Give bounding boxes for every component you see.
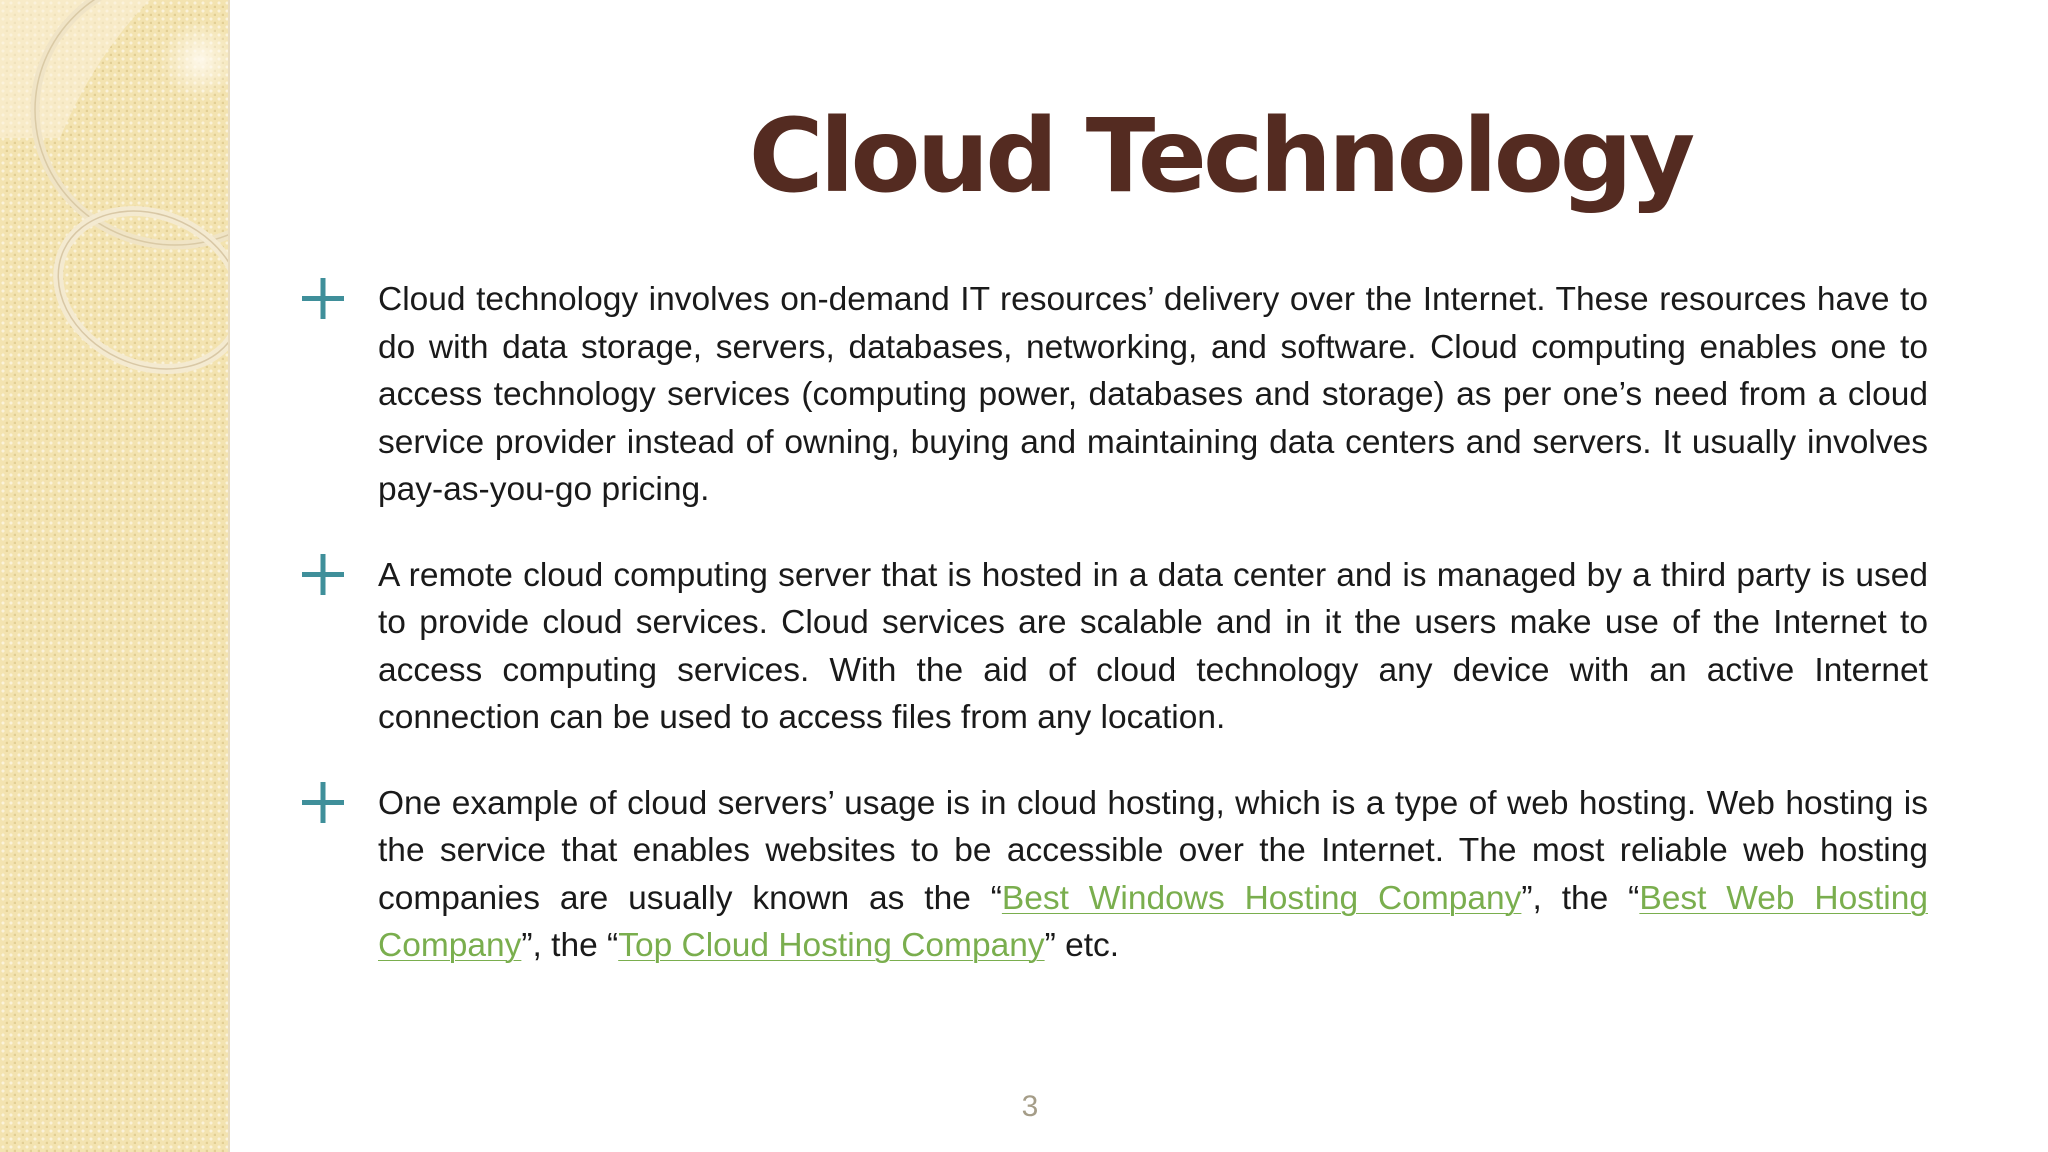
link-top-cloud-hosting-company[interactable]: Top Cloud Hosting Company: [618, 927, 1045, 964]
plus-icon: [302, 552, 344, 600]
decorative-side-panel: [0, 0, 230, 1152]
plus-icon: [302, 276, 344, 324]
bullet-item: [302, 552, 1928, 742]
bullet-list: [302, 276, 1928, 1008]
text-segment: ” etc.: [1044, 927, 1120, 964]
plus-icon: [302, 780, 344, 828]
bullet-item: [302, 276, 1928, 514]
bullet-text: [378, 780, 1928, 970]
bullet-text: A remote cloud computing server that is hosted in a data center and is managed by a third party is used to provide cloud services. Cloud services are scalable and in it the users make use of the Internet to access computing services. With the aid of cloud technology any device with an active Internet connection can be used to access files from any location.: [378, 556, 1928, 736]
link-best-windows-hosting-company[interactable]: Best Windows Hosting Company: [1001, 879, 1522, 917]
text-segment: ”, the “: [1521, 879, 1640, 917]
page-number: 3: [1021, 1090, 1039, 1123]
link-best-web-hosting-company[interactable]: Best Web Hosting Company: [378, 879, 1928, 964]
slide-title: Cloud Technology: [748, 97, 1692, 216]
bullet-item: [302, 780, 1928, 970]
text-segment: One example of cloud servers’ usage is in cloud hosting, which is a type of web hosting. Web hosting is the service that enables websites to be accessible over the Internet. The most reliable web hosting companies are usually known as the “: [378, 784, 1928, 917]
bullet-text: Cloud technology involves on-demand IT resources’ delivery over the Internet. These resources have to do with data storage, servers, databases, networking, and software. Cloud computing enables one to access technology services (computing power, databases and storage) as per one’s need from a cloud service provider instead of owning, buying and maintaining data centers and servers. It usually involves pay-as-you-go pricing.: [378, 281, 1928, 508]
decorative-rings-icon: [0, 0, 228, 420]
text-segment: ”, the “: [521, 927, 619, 964]
